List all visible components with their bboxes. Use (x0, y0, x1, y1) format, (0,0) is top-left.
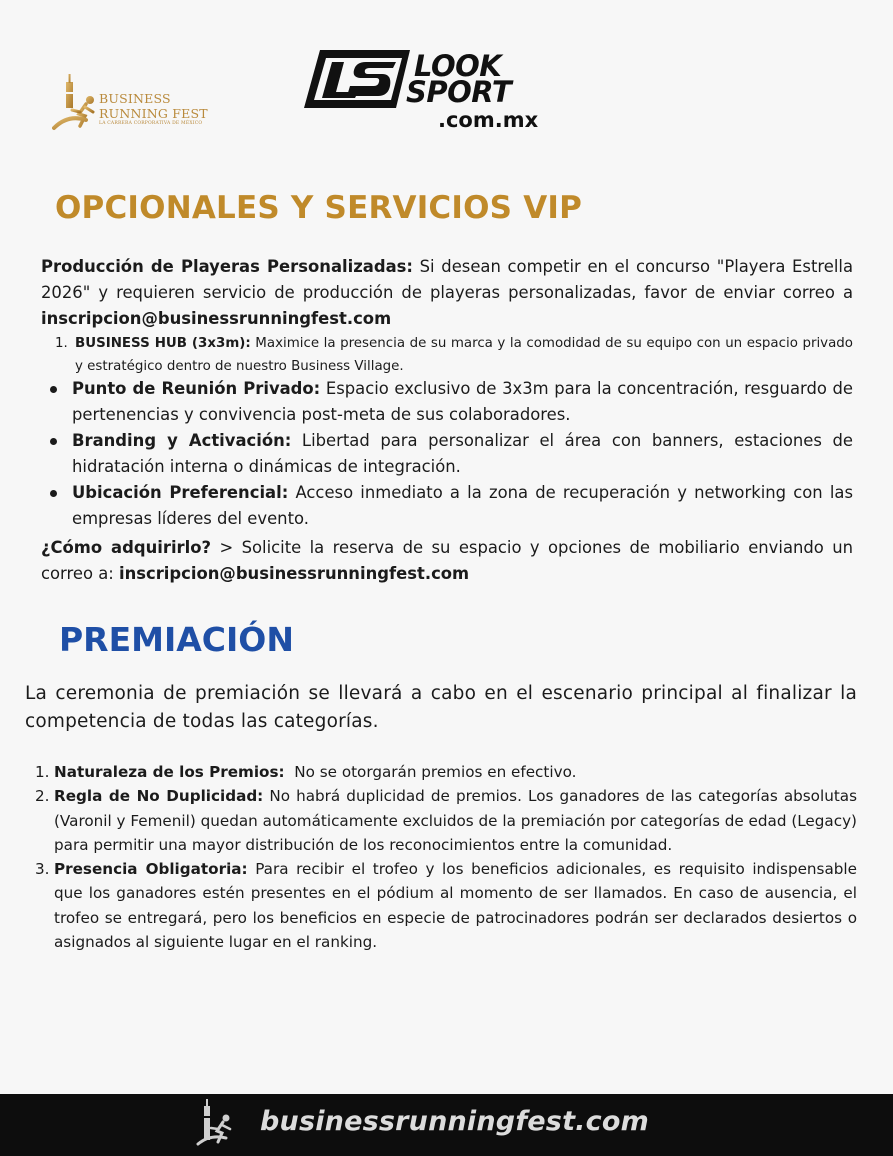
logo-domain: .com.mx (438, 108, 539, 132)
hub-label: BUSINESS HUB (3x3m): (75, 336, 251, 351)
award-text: Para recibir el trofeo y los beneficios adicionales, es requisito indispensable que los ganadores estén presentes en el pódium al momento de ser llamados. En caso de ausencia, el trofeo se entregará, pero los beneficios en especie de patrocinadores podrán ser declarados desiertos o asignados al siguiente lugar en el ranking. (54, 860, 857, 952)
ls-mark-icon (302, 48, 412, 112)
list-item (47, 480, 853, 532)
list-item (35, 784, 857, 857)
awards-list (35, 760, 857, 954)
logo-tagline: LA CARRERA CORPORATIVA DE MÉXICO (99, 121, 203, 126)
awards-intro: La ceremonia de premiación se llevará a cabo en el escenario principal al finalizar la competencia de todas las categorías. (25, 683, 857, 732)
shirts-paragraph (41, 254, 853, 332)
list-item (35, 857, 857, 954)
award-text: No habrá duplicidad de premios. Los ganadores de las categorías absolutas (Varonil y Femenil) quedan automáticamente excluidos de la premiación por categorías de edad (Legacy) para permitir una mayor distribución de los reconocimientos entre la comunidad. (54, 787, 857, 854)
acquire-label: ¿Cómo adquirirlo? (41, 538, 212, 557)
look-sport-logo (302, 48, 547, 134)
business-running-fest-logo (52, 72, 222, 138)
bullet-dot-icon (50, 386, 57, 393)
acquire-email-link[interactable]: inscripcion@businessrunningfest.com (118, 564, 470, 583)
bullet-label: Branding y Activación: (72, 431, 292, 450)
bullet-dot-icon (50, 438, 57, 445)
hub-benefits-list (47, 376, 853, 532)
bullet-text: Espacio exclusivo de 3x3m para la concentración, resguardo de pertenencias y convivencia post-meta de sus colaboradores. (72, 379, 853, 424)
bullet-label: Punto de Reunión Privado: (72, 379, 321, 398)
awards-heading: PREMIACIÓN (59, 620, 294, 659)
shirts-label: Producción de Playeras Personalizadas: (41, 257, 413, 276)
runner-tower-icon (196, 1098, 240, 1152)
list-item (35, 760, 857, 784)
award-number: 2. (35, 787, 50, 806)
bullet-text: Libertad para personalizar el área con banners, estaciones de hidratación interna o dinámicas de integración. (72, 431, 854, 476)
business-hub-item (55, 333, 853, 378)
award-text: No se otorgarán premios en efectivo. (284, 763, 577, 781)
footer-website-link[interactable]: businessrunningfest.com (260, 1106, 649, 1137)
bullet-dot-icon (50, 490, 57, 497)
list-item (47, 428, 853, 480)
runner-tower-icon (52, 72, 100, 138)
award-label: Naturaleza de los Premios: (54, 763, 285, 781)
award-label: Regla de No Duplicidad: (54, 787, 264, 806)
award-number: 1. (35, 763, 50, 781)
award-label: Presencia Obligatoria: (54, 860, 248, 879)
shirts-email-link[interactable]: inscripcion@businessrunningfest.com (41, 309, 392, 328)
acquire-paragraph (41, 535, 853, 587)
list-item (47, 376, 853, 428)
logo-word-look: LOOK (414, 49, 502, 83)
logo-line-business: BUSINESS (99, 91, 171, 106)
logo-line-running-fest: RUNNING FEST (99, 105, 208, 121)
award-number: 3. (35, 860, 50, 879)
hub-text: Maximice la presencia de su marca y la comodidad de su equipo con un espacio privado y estratégico dentro de nuestro Business Village. (75, 336, 853, 374)
logo-word-sport: SPORT (406, 75, 512, 109)
acquire-text: > Solicite la reserva de su espacio y opciones de mobiliario enviando un correo a: (41, 538, 853, 583)
bullet-label: Ubicación Preferencial: (72, 483, 289, 502)
vip-heading: OPCIONALES Y SERVICIOS VIP (55, 190, 583, 226)
bullet-text: Acceso inmediato a la zona de recuperación y networking con las empresas líderes del evento. (72, 483, 853, 528)
hub-number: 1. (55, 336, 68, 351)
shirts-text: Si desean competir en el concurso "Playera Estrella 2026" y requieren servicio de producción de playeras personalizadas, favor de enviar correo a (41, 257, 853, 302)
footer-bar (0, 1094, 893, 1156)
